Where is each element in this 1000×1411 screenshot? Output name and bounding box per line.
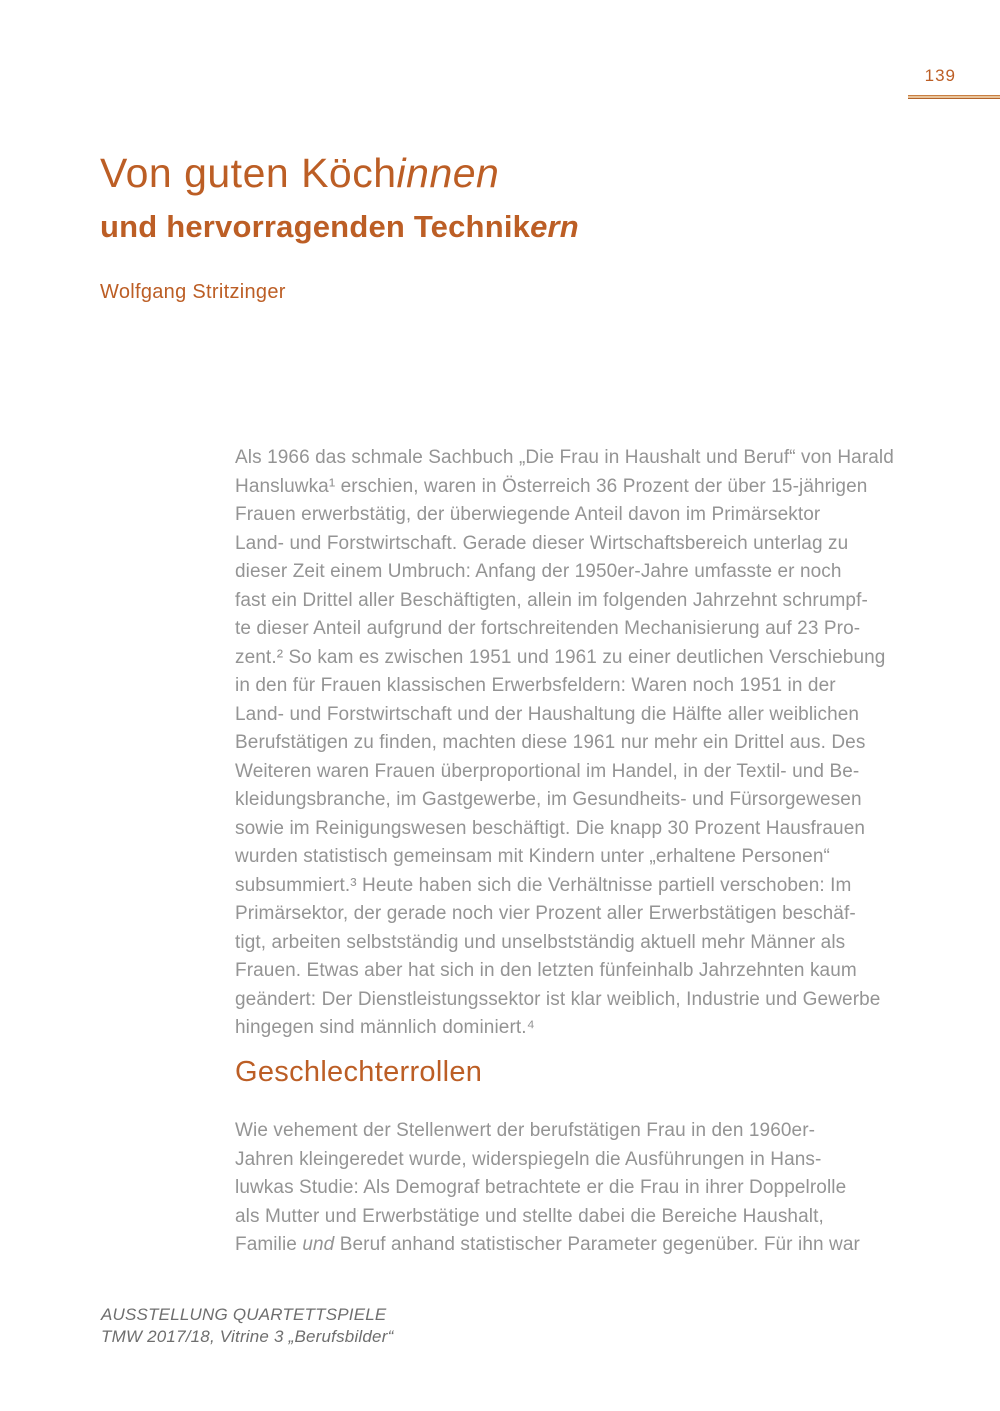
text-line: Wie vehement der Stellenwert der berufstätigen Frau in den 1960er-: [235, 1120, 816, 1141]
paragraph-2-last-line-italic: und: [302, 1234, 335, 1255]
text-line: subsummiert.³ Heute haben sich die Verhältnisse partiell verschoben: Im: [235, 874, 852, 896]
author-name: Wolfgang Stritzinger: [100, 281, 286, 303]
text-line: Frauen erwerbstätig, der überwiegende Anteil davon im Primärsektor: [235, 504, 821, 525]
text-line: Hansluwka¹ erschien, waren in Österreich 36 Prozent der über 15-jährigen: [235, 475, 868, 497]
header-rule: [908, 95, 1000, 99]
paragraph-1: [235, 444, 925, 1043]
text-line: geändert: Der Dienstleistungssektor ist klar weiblich, Industrie und Gewerbe: [235, 988, 881, 1010]
text-line: Primärsektor, der gerade noch vier Prozent aller Erwerbstätigen beschäf-: [235, 903, 856, 924]
title-line-2-regular: und hervorragenden Technik: [100, 209, 531, 244]
text-line: zent.² So kam es zwischen 1951 und 1961 zu einer deutlichen Verschiebung: [235, 646, 886, 668]
text-line: te dieser Anteil aufgrund der fortschreitenden Mechanisierung auf 23 Pro-: [235, 618, 861, 639]
text-line: hingegen sind männlich dominiert.⁴: [235, 1017, 535, 1038]
section-heading: Geschlechterrollen: [235, 1056, 483, 1088]
text-line: als Mutter und Erwerbstätige und stellte dabei die Bereiche Haushalt,: [235, 1205, 824, 1227]
text-line: luwkas Studie: Als Demograf betrachtete er die Frau in ihrer Doppelrolle: [235, 1177, 847, 1198]
footer-caption: [101, 1304, 393, 1347]
text-line: Land- und Forstwirtschaft. Gerade dieser Wirtschaftsbereich unterlag zu: [235, 532, 849, 554]
text-line: Als 1966 das schmale Sachbuch „Die Frau in Haushalt und Beruf“ von Harald: [235, 447, 894, 468]
page-number: 139: [924, 66, 956, 85]
text-line: Berufstätigen zu finden, machten diese 1961 nur mehr ein Drittel aus. Des: [235, 732, 866, 753]
text-line: Frauen. Etwas aber hat sich in den letzten fünfeinhalb Jahrzehnten kaum: [235, 960, 857, 981]
title-line-1-italic: innen: [396, 150, 500, 196]
paragraph-2-lines: [235, 1117, 925, 1231]
paragraph-2-last-line-pre: Familie: [235, 1234, 303, 1255]
footer-line-2: TMW 2017/18, Vitrine 3 „Berufsbilder“: [101, 1326, 394, 1346]
title-line-1-regular: Von guten Köch: [100, 150, 397, 196]
text-line: Jahren kleingeredet wurde, widerspiegeln die Ausführungen in Hans-: [235, 1148, 822, 1170]
paragraph-2-last-line-post: Beruf anhand statistischer Parameter gegenüber. Für ihn war: [334, 1234, 860, 1255]
paragraph-2-last-line: [235, 1231, 925, 1260]
paragraph-2: [235, 1117, 925, 1260]
article-title: [100, 150, 579, 245]
title-line-2-italic: ern: [530, 209, 579, 244]
text-line: tigt, arbeiten selbstständig und unselbstständig aktuell mehr Männer als: [235, 931, 846, 953]
text-line: wurden statistisch gemeinsam mit Kindern unter „erhaltene Personen“: [235, 846, 830, 867]
text-line: dieser Zeit einem Umbruch: Anfang der 1950er-Jahre umfasste er noch: [235, 561, 842, 582]
title-line-1: [100, 150, 579, 197]
text-line: fast ein Drittel aller Beschäftigten, allein im folgenden Jahrzehnt schrumpf-: [235, 589, 868, 611]
footer-line-1: AUSSTELLUNG QUARTETTSPIELE: [101, 1305, 387, 1324]
title-line-2: [100, 209, 579, 245]
text-line: kleidungsbranche, im Gastgewerbe, im Gesundheits- und Fürsorgewesen: [235, 789, 862, 810]
text-line: Weiteren waren Frauen überproportional im Handel, in der Textil- und Be-: [235, 760, 860, 782]
text-line: in den für Frauen klassischen Erwerbsfeldern: Waren noch 1951 in der: [235, 675, 836, 696]
text-line: Land- und Forstwirtschaft und der Haushaltung die Hälfte aller weiblichen: [235, 703, 860, 725]
text-line: sowie im Reinigungswesen beschäftigt. Die knapp 30 Prozent Hausfrauen: [235, 817, 866, 839]
